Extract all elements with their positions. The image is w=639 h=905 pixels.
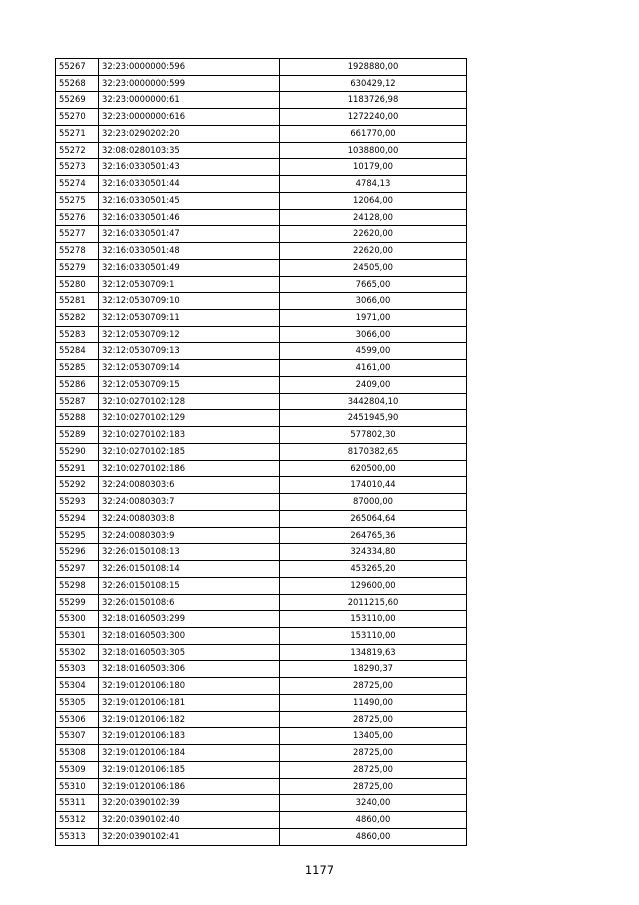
table-row — [56, 109, 467, 126]
row-number-cell: 55291 — [56, 460, 99, 477]
value-cell: 24128,00 — [280, 209, 467, 226]
cadastral-number-cell: 32:19:0120106:180 — [99, 678, 280, 695]
row-number-cell: 55276 — [56, 209, 99, 226]
value-cell: 153110,00 — [280, 627, 467, 644]
value-cell: 2409,00 — [280, 376, 467, 393]
value-cell: 8170382,65 — [280, 443, 467, 460]
table-row — [56, 510, 467, 527]
page-number: 1177 — [304, 863, 335, 877]
cadastral-number-cell: 32:20:0390102:41 — [99, 828, 280, 845]
row-number-cell: 55294 — [56, 510, 99, 527]
table-row — [56, 627, 467, 644]
cadastral-number-cell: 32:19:0120106:186 — [99, 778, 280, 795]
table-row — [56, 828, 467, 845]
row-number-cell: 55284 — [56, 343, 99, 360]
cadastral-number-cell: 32:18:0160503:300 — [99, 627, 280, 644]
cadastral-number-cell: 32:23:0000000:61 — [99, 92, 280, 109]
table-row — [56, 142, 467, 159]
cadastral-number-cell: 32:19:0120106:185 — [99, 761, 280, 778]
value-cell: 10179,00 — [280, 159, 467, 176]
table-row — [56, 226, 467, 243]
row-number-cell: 55306 — [56, 711, 99, 728]
row-number-cell: 55292 — [56, 477, 99, 494]
table-row — [56, 694, 467, 711]
cadastral-number-cell: 32:23:0000000:616 — [99, 109, 280, 126]
table-row — [56, 209, 467, 226]
value-cell: 18290,37 — [280, 661, 467, 678]
row-number-cell: 55311 — [56, 795, 99, 812]
table-row — [56, 728, 467, 745]
value-cell: 1971,00 — [280, 310, 467, 327]
row-number-cell: 55275 — [56, 192, 99, 209]
value-cell: 1272240,00 — [280, 109, 467, 126]
row-number-cell: 55305 — [56, 694, 99, 711]
cadastral-number-cell: 32:26:0150108:6 — [99, 594, 280, 611]
table-row — [56, 778, 467, 795]
table-row — [56, 661, 467, 678]
table-row — [56, 494, 467, 511]
value-cell: 1928880,00 — [280, 59, 467, 76]
cadastral-number-cell: 32:12:0530709:1 — [99, 276, 280, 293]
cadastral-number-cell: 32:10:0270102:185 — [99, 443, 280, 460]
table-row — [56, 326, 467, 343]
table-row — [56, 92, 467, 109]
table-row — [56, 427, 467, 444]
table-row — [56, 544, 467, 561]
table-row — [56, 310, 467, 327]
row-number-cell: 55293 — [56, 494, 99, 511]
table-row — [56, 192, 467, 209]
value-cell: 28725,00 — [280, 778, 467, 795]
row-number-cell: 55279 — [56, 259, 99, 276]
cadastral-number-cell: 32:20:0390102:40 — [99, 812, 280, 829]
value-cell: 11490,00 — [280, 694, 467, 711]
row-number-cell: 55310 — [56, 778, 99, 795]
value-cell: 28725,00 — [280, 761, 467, 778]
value-cell: 12064,00 — [280, 192, 467, 209]
row-number-cell: 55300 — [56, 611, 99, 628]
row-number-cell: 55307 — [56, 728, 99, 745]
value-cell: 24505,00 — [280, 259, 467, 276]
cadastral-number-cell: 32:16:0330501:44 — [99, 176, 280, 193]
cadastral-number-cell: 32:16:0330501:47 — [99, 226, 280, 243]
cadastral-number-cell: 32:18:0160503:306 — [99, 661, 280, 678]
table-row — [56, 443, 467, 460]
row-number-cell: 55296 — [56, 544, 99, 561]
value-cell: 324334,80 — [280, 544, 467, 561]
table-row — [56, 795, 467, 812]
value-cell: 174010,44 — [280, 477, 467, 494]
row-number-cell: 55281 — [56, 293, 99, 310]
row-number-cell: 55295 — [56, 527, 99, 544]
row-number-cell: 55286 — [56, 376, 99, 393]
cadastral-number-cell: 32:10:0270102:129 — [99, 410, 280, 427]
table-row — [56, 176, 467, 193]
value-cell: 630429,12 — [280, 75, 467, 92]
table-row — [56, 259, 467, 276]
row-number-cell: 55308 — [56, 745, 99, 762]
row-number-cell: 55285 — [56, 360, 99, 377]
cadastral-number-cell: 32:16:0330501:48 — [99, 243, 280, 260]
row-number-cell: 55273 — [56, 159, 99, 176]
cadastral-number-cell: 32:16:0330501:43 — [99, 159, 280, 176]
row-number-cell: 55309 — [56, 761, 99, 778]
value-cell: 264765,36 — [280, 527, 467, 544]
cadastral-number-cell: 32:12:0530709:12 — [99, 326, 280, 343]
cadastral-number-cell: 32:19:0120106:184 — [99, 745, 280, 762]
value-cell: 3066,00 — [280, 326, 467, 343]
value-cell: 3240,00 — [280, 795, 467, 812]
value-cell: 22620,00 — [280, 226, 467, 243]
value-cell: 4860,00 — [280, 812, 467, 829]
value-cell: 4161,00 — [280, 360, 467, 377]
table-row — [56, 460, 467, 477]
value-cell: 3066,00 — [280, 293, 467, 310]
table-row — [56, 561, 467, 578]
row-number-cell: 55274 — [56, 176, 99, 193]
row-number-cell: 55268 — [56, 75, 99, 92]
table-row — [56, 75, 467, 92]
row-number-cell: 55313 — [56, 828, 99, 845]
table-row — [56, 644, 467, 661]
row-number-cell: 55270 — [56, 109, 99, 126]
row-number-cell: 55269 — [56, 92, 99, 109]
value-cell: 28725,00 — [280, 678, 467, 695]
row-number-cell: 55283 — [56, 326, 99, 343]
row-number-cell: 55302 — [56, 644, 99, 661]
cadastral-number-cell: 32:24:0080303:6 — [99, 477, 280, 494]
cadastral-number-cell: 32:08:0280103:35 — [99, 142, 280, 159]
row-number-cell: 55272 — [56, 142, 99, 159]
row-number-cell: 55280 — [56, 276, 99, 293]
cadastral-number-cell: 32:12:0530709:10 — [99, 293, 280, 310]
table-row — [56, 243, 467, 260]
value-cell: 28725,00 — [280, 745, 467, 762]
table-row — [56, 745, 467, 762]
cadastral-number-cell: 32:24:0080303:9 — [99, 527, 280, 544]
cadastral-number-cell: 32:26:0150108:14 — [99, 561, 280, 578]
row-number-cell: 55277 — [56, 226, 99, 243]
table-row — [56, 812, 467, 829]
cadastral-number-cell: 32:12:0530709:15 — [99, 376, 280, 393]
value-cell: 13405,00 — [280, 728, 467, 745]
table-body — [56, 59, 467, 846]
table-row — [56, 711, 467, 728]
table-row — [56, 678, 467, 695]
cadastral-number-cell: 32:19:0120106:182 — [99, 711, 280, 728]
cadastral-number-cell: 32:19:0120106:183 — [99, 728, 280, 745]
value-cell: 153110,00 — [280, 611, 467, 628]
cadastral-number-cell: 32:18:0160503:299 — [99, 611, 280, 628]
row-number-cell: 55312 — [56, 812, 99, 829]
table-row — [56, 159, 467, 176]
row-number-cell: 55290 — [56, 443, 99, 460]
row-number-cell: 55271 — [56, 125, 99, 142]
table-row — [56, 611, 467, 628]
value-cell: 87000,00 — [280, 494, 467, 511]
table-row — [56, 527, 467, 544]
value-cell: 28725,00 — [280, 711, 467, 728]
row-number-cell: 55278 — [56, 243, 99, 260]
cadastral-number-cell: 32:16:0330501:45 — [99, 192, 280, 209]
cadastral-number-cell: 32:18:0160503:305 — [99, 644, 280, 661]
row-number-cell: 55267 — [56, 59, 99, 76]
row-number-cell: 55304 — [56, 678, 99, 695]
cadastral-number-cell: 32:12:0530709:13 — [99, 343, 280, 360]
table-row — [56, 59, 467, 76]
table-row — [56, 376, 467, 393]
cadastral-number-cell: 32:16:0330501:46 — [99, 209, 280, 226]
value-cell: 7665,00 — [280, 276, 467, 293]
row-number-cell: 55299 — [56, 594, 99, 611]
row-number-cell: 55301 — [56, 627, 99, 644]
cadastral-number-cell: 32:26:0150108:13 — [99, 544, 280, 561]
cadastral-number-cell: 32:12:0530709:11 — [99, 310, 280, 327]
value-cell: 134819,63 — [280, 644, 467, 661]
value-cell: 453265,20 — [280, 561, 467, 578]
cadastral-number-cell: 32:24:0080303:7 — [99, 494, 280, 511]
cadastral-number-cell: 32:10:0270102:186 — [99, 460, 280, 477]
value-cell: 1038800,00 — [280, 142, 467, 159]
value-cell: 620500,00 — [280, 460, 467, 477]
cadastral-number-cell: 32:23:0290202:20 — [99, 125, 280, 142]
cadastral-number-cell: 32:10:0270102:128 — [99, 393, 280, 410]
table-row — [56, 343, 467, 360]
cadastral-number-cell: 32:23:0000000:599 — [99, 75, 280, 92]
row-number-cell: 55303 — [56, 661, 99, 678]
table-row — [56, 594, 467, 611]
cadastral-number-cell: 32:19:0120106:181 — [99, 694, 280, 711]
value-cell: 2011215,60 — [280, 594, 467, 611]
row-number-cell: 55287 — [56, 393, 99, 410]
row-number-cell: 55288 — [56, 410, 99, 427]
value-cell: 4860,00 — [280, 828, 467, 845]
value-cell: 661770,00 — [280, 125, 467, 142]
value-cell: 2451945,90 — [280, 410, 467, 427]
row-number-cell: 55282 — [56, 310, 99, 327]
table-row — [56, 410, 467, 427]
table-row — [56, 761, 467, 778]
value-cell: 3442804,10 — [280, 393, 467, 410]
value-cell: 577802,30 — [280, 427, 467, 444]
value-cell: 22620,00 — [280, 243, 467, 260]
cadastral-number-cell: 32:20:0390102:39 — [99, 795, 280, 812]
row-number-cell: 55297 — [56, 561, 99, 578]
table-row — [56, 477, 467, 494]
cadastral-number-cell: 32:24:0080303:8 — [99, 510, 280, 527]
table-row — [56, 276, 467, 293]
value-cell: 4784,13 — [280, 176, 467, 193]
cadastral-number-cell: 32:10:0270102:183 — [99, 427, 280, 444]
row-number-cell: 55289 — [56, 427, 99, 444]
table-row — [56, 393, 467, 410]
table-row — [56, 360, 467, 377]
cadastral-value-table — [55, 58, 467, 846]
cadastral-number-cell: 32:23:0000000:596 — [99, 59, 280, 76]
row-number-cell: 55298 — [56, 577, 99, 594]
table-row — [56, 577, 467, 594]
value-cell: 1183726,98 — [280, 92, 467, 109]
cadastral-number-cell: 32:16:0330501:49 — [99, 259, 280, 276]
table-row — [56, 293, 467, 310]
cadastral-number-cell: 32:26:0150108:15 — [99, 577, 280, 594]
value-cell: 265064,64 — [280, 510, 467, 527]
table-row — [56, 125, 467, 142]
cadastral-number-cell: 32:12:0530709:14 — [99, 360, 280, 377]
value-cell: 129600,00 — [280, 577, 467, 594]
value-cell: 4599,00 — [280, 343, 467, 360]
